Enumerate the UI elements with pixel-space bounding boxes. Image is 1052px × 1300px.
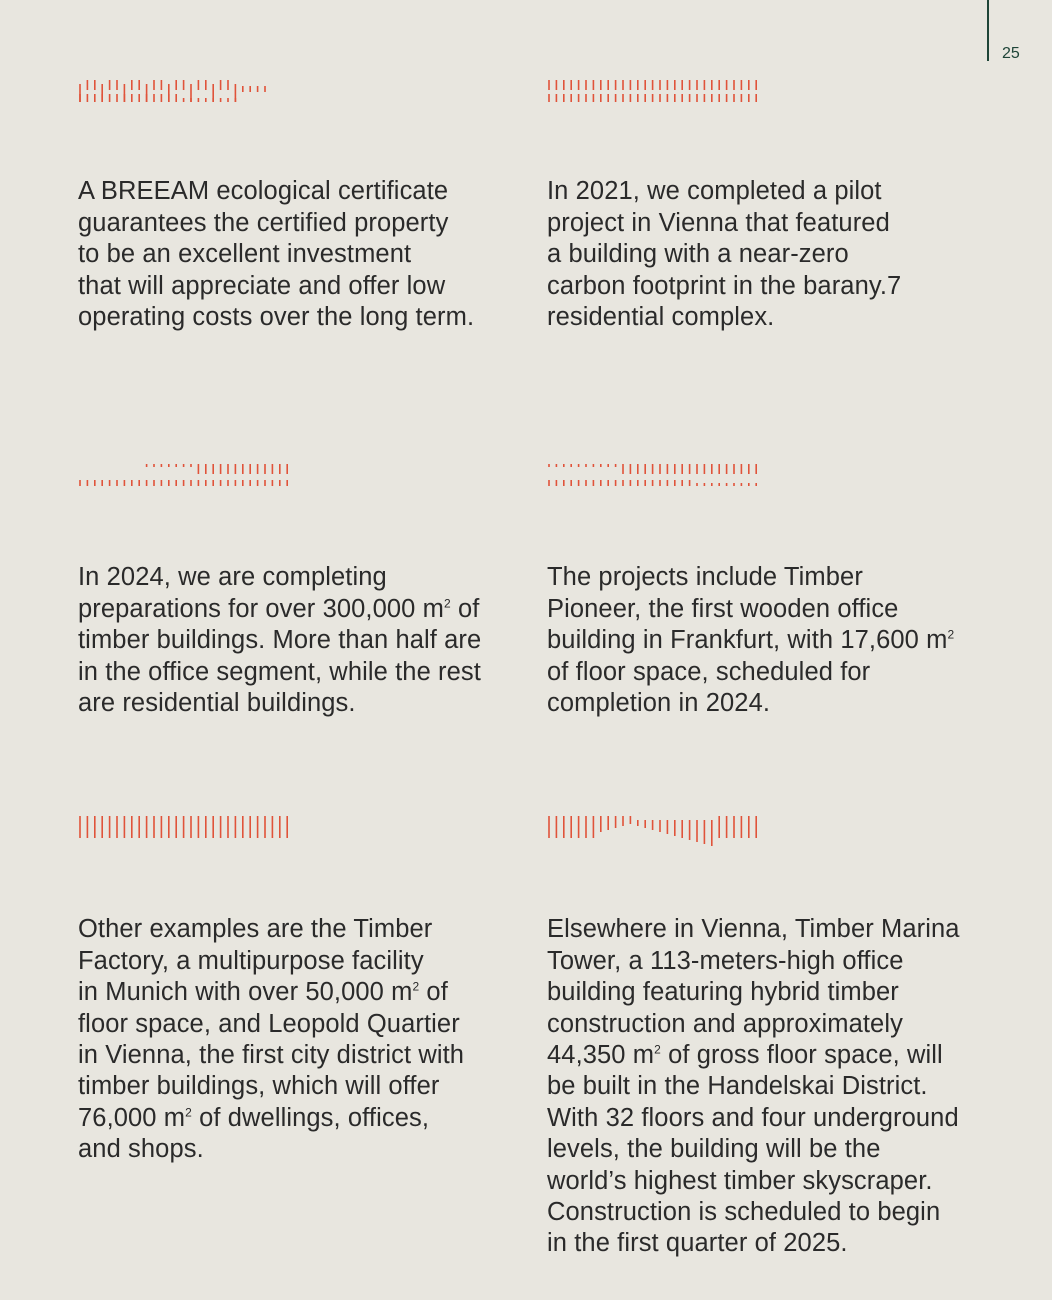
block-text bbox=[547, 531, 954, 719]
block-text bbox=[78, 883, 464, 1166]
decorative-barcode-pattern bbox=[78, 462, 293, 488]
text-segment: The projects include Timber Pioneer, the first wooden office building in Frankfurt, with 17,600 m bbox=[547, 563, 948, 655]
text-segment: Elsewhere in Vienna, Timber Marina Tower, a 113-meters-high office building featuring hybrid timber construction and approximately 44,350 m bbox=[547, 915, 960, 1070]
text-segment: In 2024, we are completing preparations for over 300,000 m bbox=[78, 563, 444, 623]
block-text bbox=[547, 145, 901, 333]
decorative-barcode-pattern bbox=[547, 462, 762, 488]
decorative-barcode-pattern bbox=[78, 814, 293, 840]
text-segment: In 2021, we completed a pilot project in Vienna that featured a building with a near-zero carbon footprint in the barany.7 residential complex. bbox=[547, 177, 902, 332]
text-segment: A BREEAM ecological certificate guarantees the certified property to be an excellent investment that will appreciate and offer low operating costs over the long term. bbox=[78, 177, 475, 332]
superscript-2: 2 bbox=[654, 1042, 661, 1057]
superscript-2: 2 bbox=[947, 627, 955, 642]
decorative-barcode-pattern bbox=[547, 78, 762, 104]
page-number: 25 bbox=[1002, 45, 1020, 62]
text-segment: of floor space, scheduled for completion in 2024. bbox=[547, 657, 871, 718]
text-segment: Other examples are the Timber Factory, a multipurpose facility in Munich with over 50,000 m bbox=[78, 915, 433, 1007]
text-segment: of timber buildings. More than half are in the office segment, while the rest are residential buildings. bbox=[78, 594, 482, 718]
block-text bbox=[547, 883, 960, 1260]
block-text bbox=[78, 531, 481, 719]
text-segment: of floor space, and Leopold Quartier in Vienna, the first city district with timber buildings, which will offer 76,000 m bbox=[78, 978, 465, 1132]
decorative-barcode-pattern bbox=[547, 814, 762, 840]
block-text bbox=[78, 145, 474, 333]
page-rule bbox=[987, 0, 989, 61]
superscript-2: 2 bbox=[185, 1105, 192, 1120]
text-segment: of dwellings, offices, and shops. bbox=[78, 1103, 430, 1164]
superscript-2: 2 bbox=[443, 596, 451, 611]
text-segment: of gross floor space, will be built in the Handelskai District. With 32 floors and four underground levels, the building will be the world’s highest timber skyscraper. Construction is scheduled to begin in the first quarter of 2025. bbox=[547, 1041, 959, 1258]
superscript-2: 2 bbox=[412, 979, 420, 994]
decorative-barcode-pattern bbox=[78, 78, 293, 104]
